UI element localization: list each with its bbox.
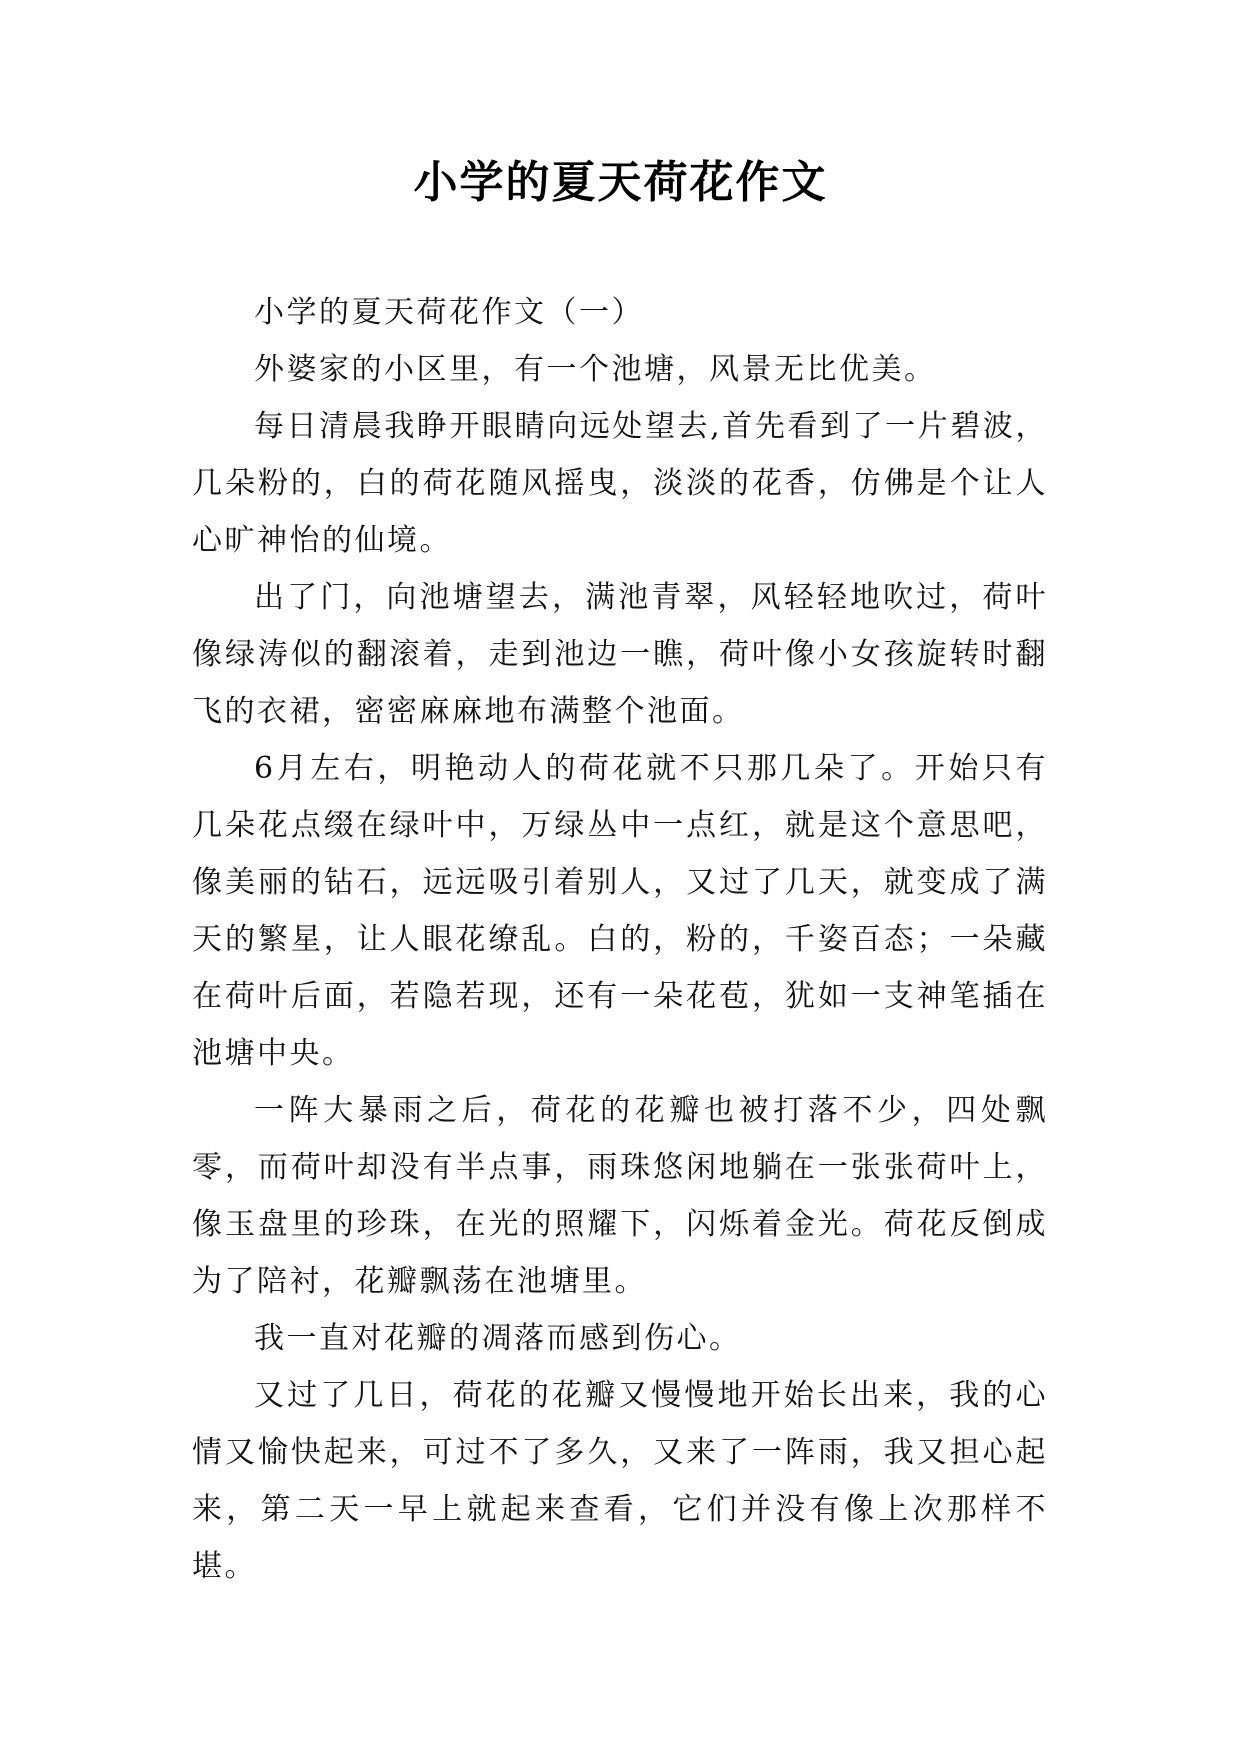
paragraph: 6月左右，明艳动人的荷花就不只那几朵了。开始只有几朵花点缀在绿叶中，万绿丛中一点红，就是这个意思吧，像美丽的钻石，远远吸引着别人，又过了几天，就变成了满天的繁星，让人眼花缭乱。白的，粉的，千姿百态；一朵藏在荷叶后面，若隐若现，还有一朵花苞，犹如一支神笔插在池塘中央。 [192,751,1048,1071]
paragraph: 外婆家的小区里，有一个池塘，风景无比优美。 [254,352,937,387]
paragraph: 一阵大暴雨之后，荷花的花瓣也被打落不少，四处飘零，而荷叶却没有半点事，雨珠悠闲地躺在一张张荷叶上，像玉盘里的珍珠，在光的照耀下，闪烁着金光。荷花反倒成为了陪衬，花瓣飘荡在池塘里。 [192,1093,1048,1299]
paragraph: 又过了几日，荷花的花瓣又慢慢地开始长出来，我的心情又愉快起来，可过不了多久，又来了一阵雨，我又担心起来，第二天一早上就起来查看，它们并没有像上次那样不堪。 [192,1378,1048,1584]
paragraph: 我一直对花瓣的凋落而感到伤心。 [254,1321,742,1356]
document-title: 小学的夏天荷花作文 [413,157,828,208]
paragraph-heading: 小学的夏天荷花作文（一） [254,295,644,330]
paragraph: 每日清晨我睁开眼睛向远处望去,首先看到了一片碧波，几朵粉的，白的荷花随风摇曳，淡淡的花香，仿佛是个让人心旷神怡的仙境。 [192,409,1048,558]
document-body [192,284,1048,1595]
paragraph: 出了门，向池塘望去，满池青翠，风轻轻地吹过，荷叶像绿涛似的翻滚着，走到池边一瞧，荷叶像小女孩旋转时翻飞的衣裙，密密麻麻地布满整个池面。 [192,580,1048,729]
